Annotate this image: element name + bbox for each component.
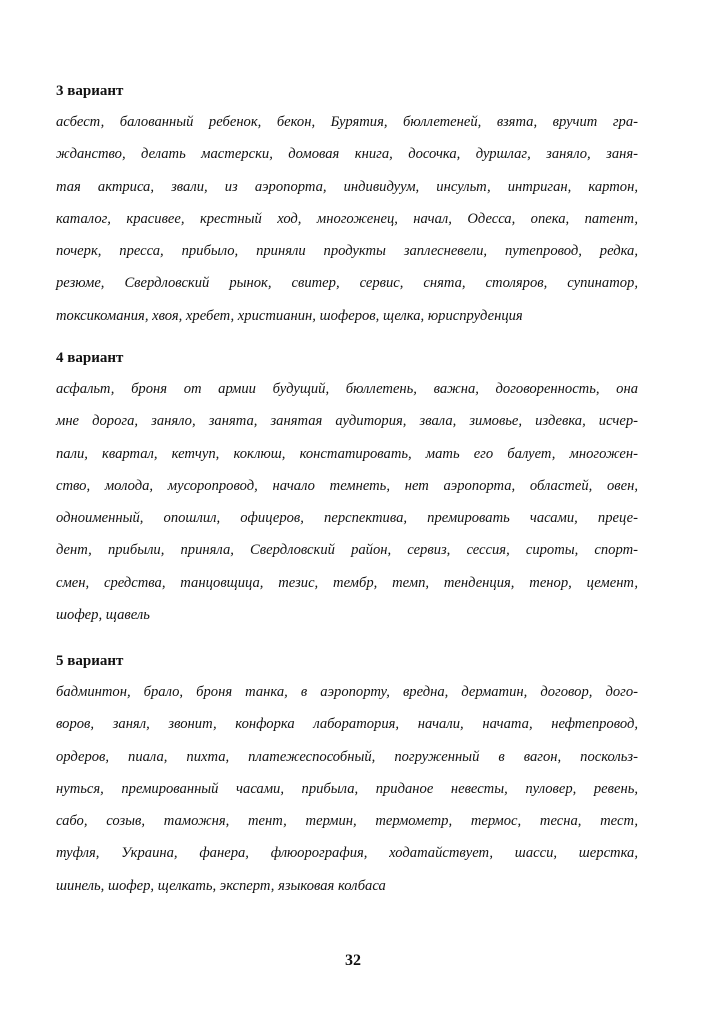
word-list-line: шинель, шофер, щелкать, эксперт, языковая колбаса — [56, 877, 386, 894]
word-list-line: сабо, созыв, таможня, тент, термин, термометр, термос, тесна, тест, — [56, 813, 638, 830]
word-list-line: асбест, балованный ребенок, бекон, Бурятия, бюллетеней, взята, вручит гра- — [56, 114, 638, 130]
word-list-line: шофер, щавель — [56, 607, 150, 624]
word-list-line: воров, занял, звонит, конфорка лаборатория, начали, начата, нефтепровод, — [56, 716, 638, 733]
word-list-line: пали, квартал, кетчуп, коклюш, констатировать, мать его балует, многожен- — [56, 445, 638, 462]
word-list-line: ордеров, пиала, пихта, платежеспособный, погруженный в вагон, поскольз- — [56, 748, 638, 765]
word-list-line: резюме, Свердловский рынок, свитер, сервис, снята, столяров, супинатор, — [56, 275, 638, 292]
word-list-line: нуться, премированный часами, прибыла, приданое невесты, пуловер, ревень, — [56, 780, 638, 797]
variant-3-title: 3 вариант — [56, 83, 124, 99]
page-number: 32 — [345, 952, 361, 969]
variant-4-word-list — [56, 373, 638, 631]
word-list-line: смен, средства, танцовщица, тезис, тембр, темп, тенденция, тенор, цемент, — [56, 574, 638, 591]
variant-4-title: 4 вариант — [56, 350, 124, 366]
variant-5-word-list — [56, 676, 638, 902]
word-list-line: туфля, Украина, фанера, флюорография, ходатайствует, шасси, шерстка, — [56, 845, 638, 862]
variant-5-title: 5 вариант — [56, 653, 124, 669]
word-list-line: ство, молода, мусоропровод, начало темнеть, нет аэропорта, областей, овен, — [56, 477, 638, 494]
variant-5-section — [56, 652, 638, 902]
variant-4-section — [56, 349, 638, 631]
variant-3-section — [56, 82, 638, 332]
word-list-line: тая актриса, звали, из аэропорта, индивидуум, инсульт, интриган, картон, — [56, 178, 638, 195]
word-list-line: одноименный, опошлил, офицеров, перспектива, премировать часами, преце- — [56, 510, 638, 527]
word-list-line: бадминтон, брало, броня танка, в аэропорту, вредна, дерматин, договор, дого- — [56, 684, 638, 700]
word-list-line: каталог, красивее, крестный ход, многоженец, начал, Одесса, опека, патент, — [56, 210, 638, 227]
word-list-line: дент, прибыли, приняла, Свердловский район, сервиз, сессия, сироты, спорт- — [56, 542, 638, 559]
word-list-line: почерк, пресса, прибыло, приняли продукты заплесневели, путепровод, редка, — [56, 243, 638, 260]
word-list-line: жданство, делать мастерски, домовая книга, досочка, дуршлаг, заняло, заня- — [56, 146, 638, 163]
word-list-line: токсикомания, хвоя, хребет, христианин, шоферов, щелка, юриспруденция — [56, 307, 523, 324]
variant-3-word-list — [56, 106, 638, 332]
word-list-line: мне дорога, заняло, занята, занятая аудитория, звала, зимовье, издевка, исчер- — [56, 413, 638, 430]
word-list-line: асфальт, броня от армии будущий, бюллетень, важна, договоренность, она — [56, 381, 638, 397]
